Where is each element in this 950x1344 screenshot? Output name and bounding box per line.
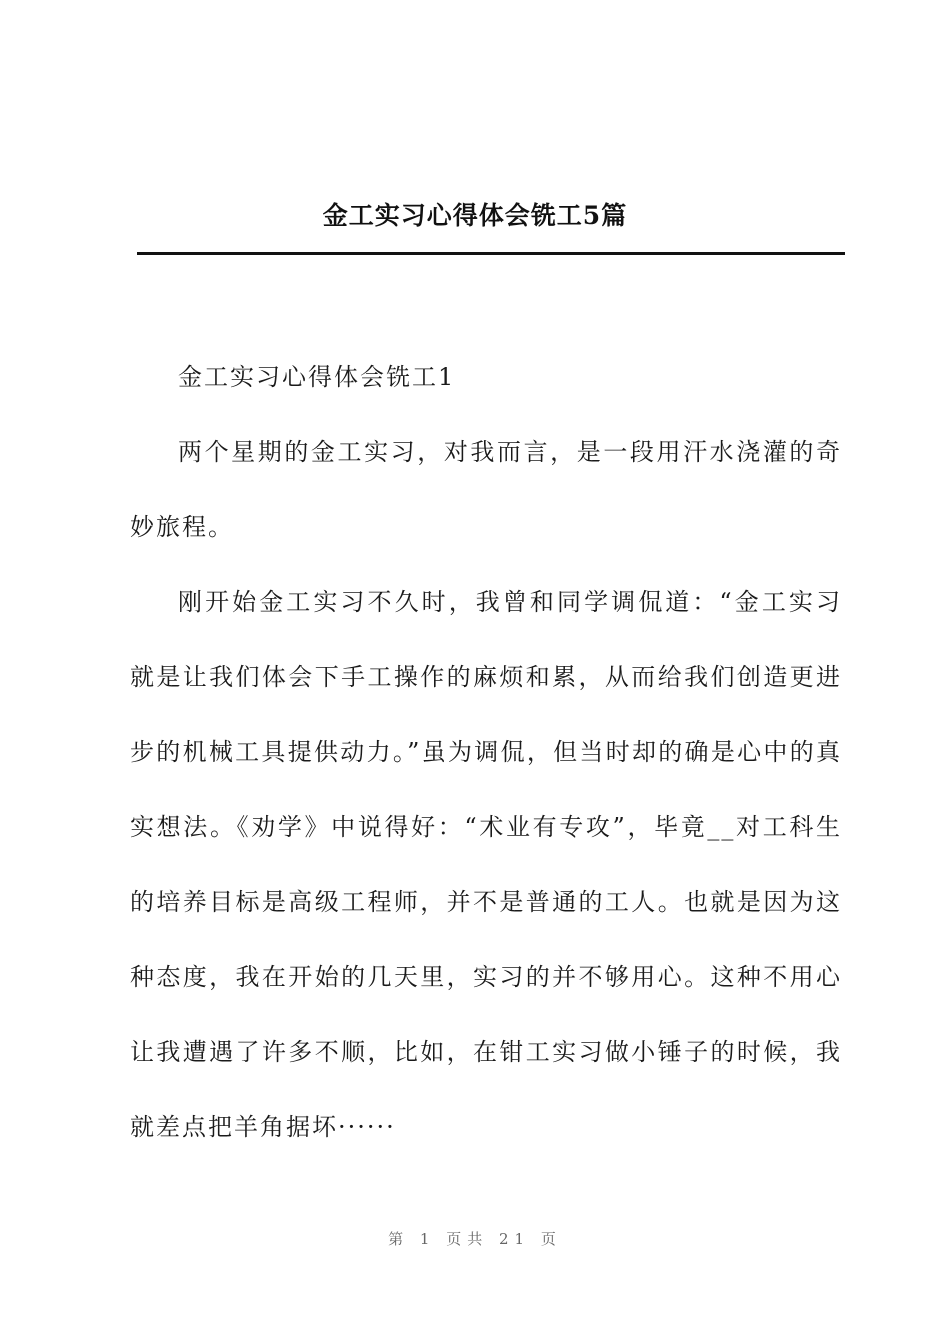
body-paragraph: 刚开始金工实习不久时，我曾和同学调侃道：“金工实习就是让我们体会下手工操作的麻烦和累，从而给我们创造更进步的机械工具提供动力。”虽为调侃，但当时却的确是心中的真实想法。《劝学》中说得好：“术业有专攻”，毕竟__对工科生的培养目标是高级工程师，并不是普通的工人。也就是因为这种态度，我在开始的几天里，实习的并不够用心。这种不用心让我遭遇了许多不顺，比如，在钳工实习做小锤子的时候，我就差点把羊角据坏······: [130, 588, 842, 1141]
title-underline-rule: [137, 252, 845, 255]
document-title: 金工实习心得体会铣工5篇: [322, 201, 628, 230]
document-body: [130, 340, 842, 1165]
body-paragraph: 两个星期的金工实习，对我而言，是一段用汗水浇灌的奇妙旅程。: [130, 438, 842, 541]
page-number-footer: 第 1 页共 21 页: [388, 1230, 562, 1248]
section-heading: 金工实习心得体会铣工1: [178, 363, 456, 391]
